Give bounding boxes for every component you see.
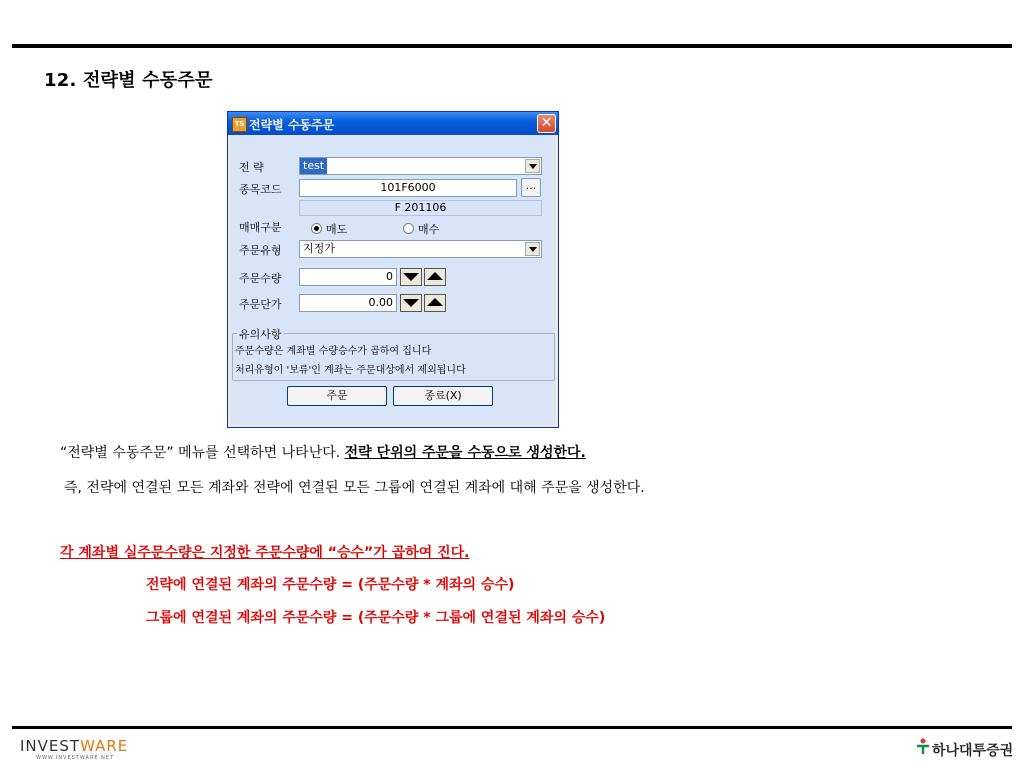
dialog-title: 전략별 수동주문	[249, 118, 335, 132]
order-type-label: 주문유형	[239, 244, 282, 257]
chevron-down-icon[interactable]	[525, 159, 540, 173]
price-label: 주문단가	[239, 298, 282, 311]
header-rule	[12, 44, 1012, 48]
investware-logo	[20, 737, 128, 755]
logo-part: INVEST	[20, 737, 81, 755]
price-input[interactable]: 0.00	[299, 294, 397, 312]
hana-logo-text: 하나대투증권	[932, 743, 1014, 759]
logo-part: WARE	[80, 737, 129, 755]
sell-radio[interactable]	[311, 223, 322, 234]
buy-radio[interactable]	[403, 223, 414, 234]
description-emphasis: 전략 단위의 주문을 수동으로 생성한다.	[344, 445, 586, 461]
item-code-label: 종목코드	[239, 183, 282, 196]
app-icon: TS	[232, 117, 247, 132]
item-code-input[interactable]: 101F6000	[299, 179, 517, 197]
description-line-1	[60, 442, 586, 462]
trade-type-label: 매매구분	[239, 221, 282, 234]
investware-url: WWW.INVESTWARE.NET	[36, 755, 115, 761]
order-type-select[interactable]	[299, 240, 542, 258]
item-info: F 201106	[299, 200, 542, 216]
notice-line: 주문수량은 계좌별 수량승수가 곱하여 집니다	[235, 346, 432, 357]
notice-line: 처리유형이 '보류'인 계좌는 주문대상에서 제외됩니다	[235, 365, 466, 376]
manual-order-dialog	[227, 111, 559, 428]
buy-radio-label: 매수	[418, 223, 440, 236]
footer-rule	[12, 726, 1012, 729]
formula-group: 그룹에 연결된 계좌의 주문수량 = (주문수량 * 그룹에 연결된 계좌의 승수)	[146, 610, 606, 626]
order-button[interactable]: 주문	[287, 386, 387, 406]
quantity-input[interactable]: 0	[299, 268, 397, 286]
notice-legend: 유의사항	[239, 328, 282, 341]
item-search-button[interactable]: ...	[521, 178, 541, 197]
description-line-2: 즉, 전략에 연결된 모든 계좌와 전략에 연결된 모든 그룹에 연결된 계좌에 대해 주문을 생성한다.	[64, 480, 645, 496]
strategy-select[interactable]	[299, 157, 542, 175]
strategy-label: 전 략	[239, 161, 264, 174]
exit-button[interactable]: 종료(X)	[393, 386, 493, 406]
close-icon[interactable]: ✕	[537, 114, 556, 133]
chevron-down-icon[interactable]	[525, 242, 540, 256]
quantity-decrement-icon[interactable]	[400, 268, 422, 286]
price-increment-icon[interactable]	[424, 294, 446, 312]
price-decrement-icon[interactable]	[400, 294, 422, 312]
sell-radio-label: 매도	[326, 223, 348, 236]
hana-logo-icon	[914, 738, 932, 756]
quantity-label: 주문수량	[239, 272, 282, 285]
dialog-panel	[231, 135, 555, 424]
multiplier-note: 각 계좌별 실주문수량은 지정한 주문수량에 “승수”가 곱하여 진다.	[60, 545, 470, 561]
formula-strategy: 전략에 연결된 계좌의 주문수량 = (주문수량 * 계좌의 승수)	[146, 577, 515, 593]
notice-group	[232, 328, 555, 381]
strategy-value: test	[300, 158, 327, 174]
description-text: “전략별 수동주문” 메뉴를 선택하면 나타난다.	[60, 445, 345, 461]
dialog-titlebar[interactable]	[228, 112, 558, 135]
page-title: 12. 전략별 수동주문	[44, 70, 213, 91]
quantity-increment-icon[interactable]	[424, 268, 446, 286]
order-type-value: 지정가	[303, 242, 335, 255]
